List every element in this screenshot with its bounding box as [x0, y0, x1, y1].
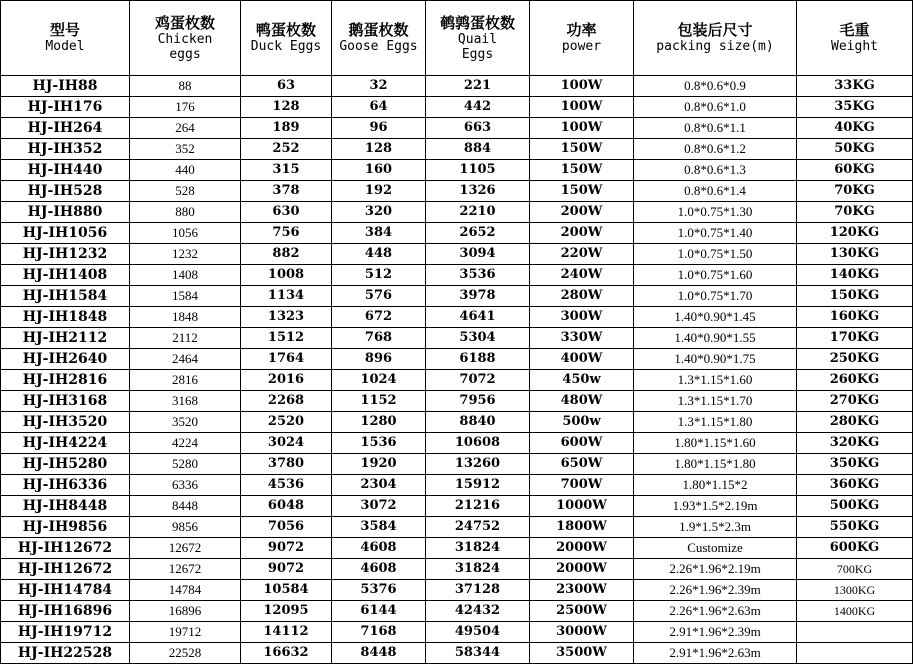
cell-goose: 2304 — [332, 475, 426, 496]
header-model-en: Model — [45, 39, 85, 54]
cell-chicken: 1408 — [130, 265, 241, 286]
table-row — [1, 181, 913, 202]
cell-weight: 280KG — [797, 412, 913, 433]
table-row — [1, 265, 913, 286]
table-row — [1, 622, 913, 643]
cell-chicken: 8448 — [130, 496, 241, 517]
cell-size: 0.8*0.6*1.0 — [634, 97, 797, 118]
cell-chicken: 2112 — [130, 328, 241, 349]
cell-model: HJ-IH1056 — [1, 223, 130, 244]
cell-power: 200W — [530, 202, 634, 223]
cell-size: 1.9*1.5*2.3m — [634, 517, 797, 538]
cell-chicken: 1848 — [130, 307, 241, 328]
cell-model: HJ-IH22528 — [1, 643, 130, 664]
cell-size: 1.93*1.5*2.19m — [634, 496, 797, 517]
table-row — [1, 349, 913, 370]
cell-quail: 21216 — [426, 496, 530, 517]
cell-weight — [797, 622, 913, 643]
cell-chicken: 2816 — [130, 370, 241, 391]
cell-size: 1.3*1.15*1.60 — [634, 370, 797, 391]
cell-size: 1.0*0.75*1.50 — [634, 244, 797, 265]
cell-goose: 320 — [332, 202, 426, 223]
cell-quail: 884 — [426, 139, 530, 160]
cell-duck: 882 — [241, 244, 332, 265]
cell-size: 1.0*0.75*1.30 — [634, 202, 797, 223]
cell-chicken: 12672 — [130, 559, 241, 580]
header-duck-en: Duck Eggs — [250, 39, 322, 54]
cell-duck: 378 — [241, 181, 332, 202]
table-row — [1, 643, 913, 664]
cell-duck: 14112 — [241, 622, 332, 643]
cell-duck: 756 — [241, 223, 332, 244]
cell-chicken: 9856 — [130, 517, 241, 538]
cell-model: HJ-IH1848 — [1, 307, 130, 328]
cell-quail: 49504 — [426, 622, 530, 643]
table-row — [1, 391, 913, 412]
cell-power: 500w — [530, 412, 634, 433]
header-model — [1, 1, 130, 76]
cell-weight: 250KG — [797, 349, 913, 370]
cell-chicken: 12672 — [130, 538, 241, 559]
cell-quail: 42432 — [426, 601, 530, 622]
cell-model: HJ-IH1408 — [1, 265, 130, 286]
cell-size: 2.26*1.96*2.63m — [634, 601, 797, 622]
table-row — [1, 580, 913, 601]
cell-quail: 663 — [426, 118, 530, 139]
cell-size: 1.40*0.90*1.55 — [634, 328, 797, 349]
cell-power: 450w — [530, 370, 634, 391]
cell-weight: 320KG — [797, 433, 913, 454]
cell-power: 100W — [530, 76, 634, 97]
cell-duck: 3780 — [241, 454, 332, 475]
cell-model: HJ-IH12672 — [1, 538, 130, 559]
cell-power: 2300W — [530, 580, 634, 601]
cell-power: 150W — [530, 160, 634, 181]
cell-model: HJ-IH8448 — [1, 496, 130, 517]
cell-goose: 4608 — [332, 538, 426, 559]
cell-model: HJ-IH2816 — [1, 370, 130, 391]
cell-duck: 1764 — [241, 349, 332, 370]
cell-weight: 600KG — [797, 538, 913, 559]
cell-weight — [797, 643, 913, 664]
table-row — [1, 307, 913, 328]
cell-chicken: 5280 — [130, 454, 241, 475]
cell-goose: 768 — [332, 328, 426, 349]
cell-quail: 31824 — [426, 559, 530, 580]
header-duck — [241, 1, 332, 76]
cell-weight: 35KG — [797, 97, 913, 118]
cell-quail: 221 — [426, 76, 530, 97]
cell-goose: 7168 — [332, 622, 426, 643]
cell-model: HJ-IH6336 — [1, 475, 130, 496]
table-row — [1, 118, 913, 139]
table-row — [1, 160, 913, 181]
cell-model: HJ-IH88 — [1, 76, 130, 97]
table-row — [1, 559, 913, 580]
cell-model: HJ-IH16896 — [1, 601, 130, 622]
cell-quail: 1326 — [426, 181, 530, 202]
cell-goose: 160 — [332, 160, 426, 181]
cell-size: 2.26*1.96*2.39m — [634, 580, 797, 601]
cell-power: 280W — [530, 286, 634, 307]
header-size-en: packing size(m) — [656, 39, 774, 54]
cell-model: HJ-IH2640 — [1, 349, 130, 370]
cell-chicken: 19712 — [130, 622, 241, 643]
cell-weight: 140KG — [797, 265, 913, 286]
cell-quail: 24752 — [426, 517, 530, 538]
cell-chicken: 1584 — [130, 286, 241, 307]
cell-power: 650W — [530, 454, 634, 475]
table-row — [1, 139, 913, 160]
header-model-zh: 型号 — [49, 21, 80, 39]
cell-model: HJ-IH12672 — [1, 559, 130, 580]
cell-quail: 15912 — [426, 475, 530, 496]
table-row — [1, 97, 913, 118]
header-row — [1, 1, 913, 76]
cell-chicken: 1056 — [130, 223, 241, 244]
cell-weight: 40KG — [797, 118, 913, 139]
cell-chicken: 528 — [130, 181, 241, 202]
cell-model: HJ-IH1232 — [1, 244, 130, 265]
table-row — [1, 76, 913, 97]
cell-size: 2.91*1.96*2.63m — [634, 643, 797, 664]
header-power-en: power — [561, 39, 602, 54]
header-chicken-zh: 鸡蛋枚数 — [154, 13, 215, 32]
header-goose — [332, 1, 426, 76]
cell-power: 600W — [530, 433, 634, 454]
table-row — [1, 412, 913, 433]
cell-power: 100W — [530, 118, 634, 139]
cell-size: 1.0*0.75*1.60 — [634, 265, 797, 286]
cell-power: 2000W — [530, 559, 634, 580]
cell-quail: 3978 — [426, 286, 530, 307]
cell-duck: 1134 — [241, 286, 332, 307]
cell-model: HJ-IH19712 — [1, 622, 130, 643]
cell-goose: 96 — [332, 118, 426, 139]
cell-chicken: 4224 — [130, 433, 241, 454]
cell-model: HJ-IH880 — [1, 202, 130, 223]
cell-size: 0.8*0.6*1.1 — [634, 118, 797, 139]
cell-power: 330W — [530, 328, 634, 349]
cell-goose: 3584 — [332, 517, 426, 538]
header-size-zh: 包装后尺寸 — [677, 21, 753, 39]
cell-size: 2.26*1.96*2.19m — [634, 559, 797, 580]
cell-size: Customize — [634, 538, 797, 559]
table-row — [1, 496, 913, 517]
table-row — [1, 244, 913, 265]
cell-size: 1.40*0.90*1.45 — [634, 307, 797, 328]
cell-power: 220W — [530, 244, 634, 265]
cell-chicken: 880 — [130, 202, 241, 223]
cell-chicken: 22528 — [130, 643, 241, 664]
cell-duck: 9072 — [241, 538, 332, 559]
cell-quail: 2652 — [426, 223, 530, 244]
cell-power: 480W — [530, 391, 634, 412]
cell-size: 1.80*1.15*1.60 — [634, 433, 797, 454]
cell-weight: 360KG — [797, 475, 913, 496]
cell-model: HJ-IH3168 — [1, 391, 130, 412]
cell-power: 2500W — [530, 601, 634, 622]
cell-quail: 1105 — [426, 160, 530, 181]
table-row — [1, 202, 913, 223]
cell-quail: 37128 — [426, 580, 530, 601]
cell-duck: 7056 — [241, 517, 332, 538]
header-quail-en: Quail Eggs — [457, 31, 498, 62]
cell-size: 2.91*1.96*2.39m — [634, 622, 797, 643]
cell-weight: 50KG — [797, 139, 913, 160]
header-weight — [797, 1, 913, 76]
cell-goose: 3072 — [332, 496, 426, 517]
cell-chicken: 2464 — [130, 349, 241, 370]
cell-chicken: 14784 — [130, 580, 241, 601]
table-row — [1, 370, 913, 391]
cell-weight: 70KG — [797, 181, 913, 202]
cell-weight: 150KG — [797, 286, 913, 307]
cell-chicken: 352 — [130, 139, 241, 160]
cell-power: 3500W — [530, 643, 634, 664]
cell-duck: 9072 — [241, 559, 332, 580]
cell-goose: 672 — [332, 307, 426, 328]
cell-power: 700W — [530, 475, 634, 496]
cell-duck: 2520 — [241, 412, 332, 433]
cell-quail: 3536 — [426, 265, 530, 286]
cell-duck: 63 — [241, 76, 332, 97]
cell-duck: 6048 — [241, 496, 332, 517]
header-goose-zh: 鹅蛋枚数 — [348, 21, 409, 39]
header-duck-zh: 鸭蛋枚数 — [255, 21, 316, 39]
cell-duck: 2016 — [241, 370, 332, 391]
cell-model: HJ-IH9856 — [1, 517, 130, 538]
cell-weight: 130KG — [797, 244, 913, 265]
cell-goose: 512 — [332, 265, 426, 286]
table-row — [1, 223, 913, 244]
cell-goose: 576 — [332, 286, 426, 307]
cell-quail: 2210 — [426, 202, 530, 223]
table-body — [1, 76, 913, 664]
cell-weight: 160KG — [797, 307, 913, 328]
cell-goose: 5376 — [332, 580, 426, 601]
header-goose-en: Goose Eggs — [339, 39, 418, 54]
cell-size: 1.3*1.15*1.80 — [634, 412, 797, 433]
cell-chicken: 16896 — [130, 601, 241, 622]
cell-weight: 120KG — [797, 223, 913, 244]
table-row — [1, 328, 913, 349]
cell-size: 1.3*1.15*1.70 — [634, 391, 797, 412]
cell-chicken: 3520 — [130, 412, 241, 433]
cell-model: HJ-IH3520 — [1, 412, 130, 433]
cell-duck: 315 — [241, 160, 332, 181]
cell-goose: 896 — [332, 349, 426, 370]
cell-size: 0.8*0.6*0.9 — [634, 76, 797, 97]
cell-model: HJ-IH440 — [1, 160, 130, 181]
header-weight-en: Weight — [831, 39, 878, 54]
cell-quail: 58344 — [426, 643, 530, 664]
cell-goose: 128 — [332, 139, 426, 160]
cell-power: 100W — [530, 97, 634, 118]
cell-duck: 3024 — [241, 433, 332, 454]
cell-model: HJ-IH5280 — [1, 454, 130, 475]
table-row — [1, 538, 913, 559]
cell-goose: 1152 — [332, 391, 426, 412]
cell-weight: 1400KG — [797, 601, 913, 622]
cell-power: 1800W — [530, 517, 634, 538]
cell-quail: 3094 — [426, 244, 530, 265]
cell-model: HJ-IH264 — [1, 118, 130, 139]
cell-model: HJ-IH4224 — [1, 433, 130, 454]
cell-duck: 12095 — [241, 601, 332, 622]
cell-chicken: 88 — [130, 76, 241, 97]
cell-duck: 1008 — [241, 265, 332, 286]
cell-duck: 1512 — [241, 328, 332, 349]
cell-goose: 1536 — [332, 433, 426, 454]
cell-quail: 13260 — [426, 454, 530, 475]
cell-quail: 6188 — [426, 349, 530, 370]
cell-model: HJ-IH528 — [1, 181, 130, 202]
cell-duck: 10584 — [241, 580, 332, 601]
cell-duck: 1323 — [241, 307, 332, 328]
table-row — [1, 286, 913, 307]
cell-model: HJ-IH352 — [1, 139, 130, 160]
cell-size: 1.0*0.75*1.70 — [634, 286, 797, 307]
cell-model: HJ-IH176 — [1, 97, 130, 118]
cell-size: 1.40*0.90*1.75 — [634, 349, 797, 370]
cell-power: 240W — [530, 265, 634, 286]
cell-chicken: 6336 — [130, 475, 241, 496]
header-quail — [426, 1, 530, 76]
cell-goose: 6144 — [332, 601, 426, 622]
cell-size: 0.8*0.6*1.3 — [634, 160, 797, 181]
cell-goose: 8448 — [332, 643, 426, 664]
cell-weight: 33KG — [797, 76, 913, 97]
cell-size: 1.80*1.15*1.80 — [634, 454, 797, 475]
cell-weight: 1300KG — [797, 580, 913, 601]
cell-duck: 2268 — [241, 391, 332, 412]
table-row — [1, 475, 913, 496]
cell-chicken: 3168 — [130, 391, 241, 412]
cell-weight: 270KG — [797, 391, 913, 412]
cell-quail: 442 — [426, 97, 530, 118]
cell-power: 300W — [530, 307, 634, 328]
cell-weight: 350KG — [797, 454, 913, 475]
table-row — [1, 601, 913, 622]
header-size — [634, 1, 797, 76]
cell-size: 0.8*0.6*1.4 — [634, 181, 797, 202]
header-weight-zh: 毛重 — [839, 21, 870, 39]
cell-size: 1.80*1.15*2 — [634, 475, 797, 496]
cell-power: 3000W — [530, 622, 634, 643]
cell-duck: 252 — [241, 139, 332, 160]
cell-power: 150W — [530, 181, 634, 202]
cell-goose: 64 — [332, 97, 426, 118]
cell-goose: 1024 — [332, 370, 426, 391]
table-row — [1, 454, 913, 475]
cell-chicken: 264 — [130, 118, 241, 139]
cell-chicken: 1232 — [130, 244, 241, 265]
cell-weight: 260KG — [797, 370, 913, 391]
cell-power: 1000W — [530, 496, 634, 517]
header-quail-zh: 鹌鹑蛋枚数 — [439, 13, 515, 32]
header-power-zh: 功率 — [566, 21, 597, 39]
cell-quail: 7072 — [426, 370, 530, 391]
cell-power: 2000W — [530, 538, 634, 559]
cell-weight: 500KG — [797, 496, 913, 517]
cell-size: 1.0*0.75*1.40 — [634, 223, 797, 244]
cell-goose: 448 — [332, 244, 426, 265]
cell-chicken: 176 — [130, 97, 241, 118]
header-power — [530, 1, 634, 76]
cell-quail: 8840 — [426, 412, 530, 433]
cell-goose: 32 — [332, 76, 426, 97]
cell-quail: 10608 — [426, 433, 530, 454]
cell-duck: 128 — [241, 97, 332, 118]
cell-goose: 4608 — [332, 559, 426, 580]
cell-quail: 31824 — [426, 538, 530, 559]
cell-goose: 1920 — [332, 454, 426, 475]
cell-weight: 60KG — [797, 160, 913, 181]
cell-weight: 700KG — [797, 559, 913, 580]
cell-goose: 192 — [332, 181, 426, 202]
cell-duck: 16632 — [241, 643, 332, 664]
cell-power: 400W — [530, 349, 634, 370]
cell-model: HJ-IH2112 — [1, 328, 130, 349]
cell-quail: 5304 — [426, 328, 530, 349]
cell-duck: 630 — [241, 202, 332, 223]
header-chicken — [130, 1, 241, 76]
table-row — [1, 517, 913, 538]
cell-duck: 4536 — [241, 475, 332, 496]
cell-weight: 550KG — [797, 517, 913, 538]
cell-power: 200W — [530, 223, 634, 244]
cell-power: 150W — [530, 139, 634, 160]
cell-weight: 70KG — [797, 202, 913, 223]
cell-chicken: 440 — [130, 160, 241, 181]
cell-model: HJ-IH14784 — [1, 580, 130, 601]
cell-goose: 1280 — [332, 412, 426, 433]
cell-weight: 170KG — [797, 328, 913, 349]
cell-quail: 7956 — [426, 391, 530, 412]
header-chicken-en: Chicken eggs — [157, 31, 213, 62]
table-row — [1, 433, 913, 454]
cell-duck: 189 — [241, 118, 332, 139]
cell-size: 0.8*0.6*1.2 — [634, 139, 797, 160]
cell-quail: 4641 — [426, 307, 530, 328]
cell-goose: 384 — [332, 223, 426, 244]
cell-model: HJ-IH1584 — [1, 286, 130, 307]
